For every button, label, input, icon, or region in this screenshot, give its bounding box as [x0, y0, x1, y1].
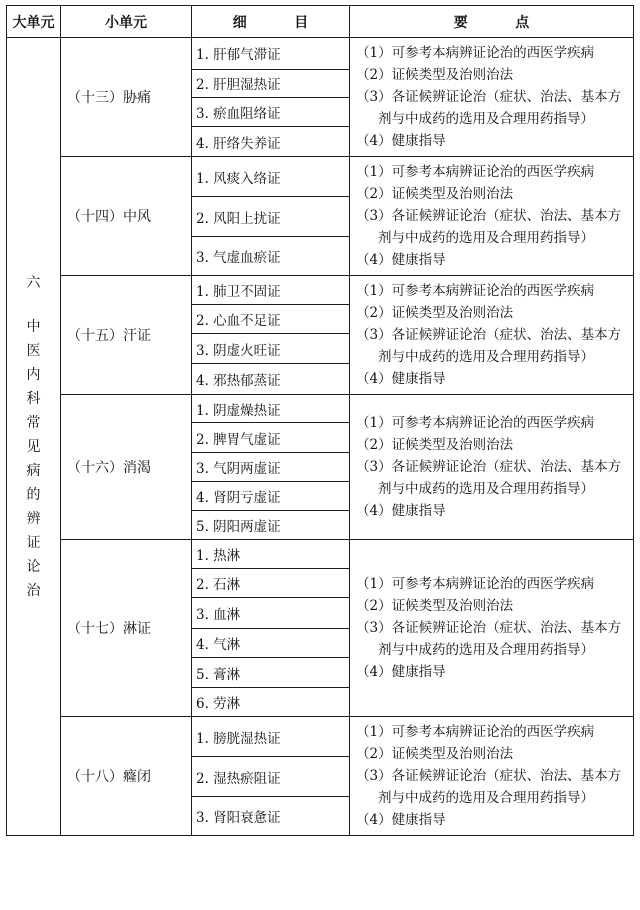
detail-item: 3. 气阴两虚证: [192, 453, 350, 482]
key-point: （3）各证候辨证论治（症状、治法、基本方剂与中成药的选用及合理用药指导）: [356, 768, 622, 806]
key-point: （3）各证候辨证论治（症状、治法、基本方剂与中成药的选用及合理用药指导）: [356, 208, 622, 246]
detail-item: 1. 膀胱湿热证: [192, 717, 350, 757]
exam-outline-table: [6, 5, 634, 836]
key-points-13: [350, 38, 634, 157]
key-points-18: [350, 717, 634, 836]
minor-unit-15: （十五）汗证: [61, 276, 192, 395]
key-points-16: [350, 395, 634, 540]
key-point: （3）各证候辨证论治（症状、治法、基本方剂与中成药的选用及合理用药指导）: [356, 459, 622, 497]
key-points-17: [350, 540, 634, 717]
key-point: （2）证候类型及治则治法: [356, 746, 514, 762]
key-point: （4）健康指导: [356, 252, 446, 268]
key-point: （4）健康指导: [356, 133, 446, 149]
key-point: （4）健康指导: [356, 664, 446, 680]
detail-item: 2. 脾胃气虚证: [192, 423, 350, 453]
key-point: （2）证候类型及治则治法: [356, 437, 514, 453]
detail-item: 3. 气虚血瘀证: [192, 236, 350, 275]
detail-item: 2. 石淋: [192, 569, 350, 598]
key-point: （1）可参考本病辨证论治的西医学疾病: [356, 576, 595, 592]
table-row: [7, 395, 634, 423]
detail-item: 5. 阴阳两虚证: [192, 511, 350, 540]
major-unit-label: [27, 271, 41, 603]
table-row: [7, 157, 634, 197]
major-unit-number: 六: [26, 274, 41, 291]
key-point: （4）健康指导: [356, 812, 446, 828]
table-body: [7, 38, 634, 836]
detail-item: 4. 肾阴亏虚证: [192, 482, 350, 511]
detail-item: 3. 血淋: [192, 598, 350, 629]
table-row: [7, 540, 634, 569]
table-row: [7, 276, 634, 305]
key-point: （2）证候类型及治则治法: [356, 598, 514, 614]
minor-unit-18: （十八）癃闭: [61, 717, 192, 836]
detail-item: 4. 肝络失养证: [192, 127, 350, 157]
detail-item: 1. 肺卫不固证: [192, 276, 350, 305]
major-unit-title: 中医内科常见病的辨证论治: [26, 318, 41, 599]
detail-item: 3. 瘀血阻络证: [192, 97, 350, 126]
minor-unit-14: （十四）中风: [61, 157, 192, 276]
detail-item: 3. 阴虚火旺证: [192, 333, 350, 364]
header-key-points: 要 点: [350, 6, 634, 38]
minor-unit-16: （十六）消渴: [61, 395, 192, 540]
key-point: （4）健康指导: [356, 371, 446, 387]
major-unit-cell: [7, 38, 61, 836]
detail-item: 2. 肝胆湿热证: [192, 69, 350, 97]
key-points-15: [350, 276, 634, 395]
header-minor-unit: 小单元: [61, 6, 192, 38]
minor-unit-13: （十三）胁痛: [61, 38, 192, 157]
key-point: （2）证候类型及治则治法: [356, 186, 514, 202]
header-row: [7, 6, 634, 38]
detail-item: 5. 膏淋: [192, 658, 350, 688]
detail-item: 4. 气淋: [192, 629, 350, 658]
key-point: （1）可参考本病辨证论治的西医学疾病: [356, 724, 595, 740]
detail-item: 4. 邪热郁蒸证: [192, 364, 350, 395]
key-point: （1）可参考本病辨证论治的西医学疾病: [356, 415, 595, 431]
key-point: （3）各证候辨证论治（症状、治法、基本方剂与中成药的选用及合理用药指导）: [356, 89, 622, 127]
minor-unit-17: （十七）淋证: [61, 540, 192, 717]
table-row: [7, 38, 634, 70]
table-row: [7, 717, 634, 757]
key-points-14: [350, 157, 634, 276]
detail-item: 2. 心血不足证: [192, 305, 350, 333]
key-point: （3）各证候辨证论治（症状、治法、基本方剂与中成药的选用及合理用药指导）: [356, 327, 622, 365]
header-major-unit: 大单元: [7, 6, 61, 38]
detail-item: 1. 肝郁气滞证: [192, 38, 350, 70]
key-point: （1）可参考本病辨证论治的西医学疾病: [356, 164, 595, 180]
detail-item: 1. 阴虚燥热证: [192, 395, 350, 423]
detail-item: 6. 劳淋: [192, 688, 350, 717]
header-detail: 细 目: [192, 6, 350, 38]
detail-item: 1. 热淋: [192, 540, 350, 569]
key-point: （2）证候类型及治则治法: [356, 305, 514, 321]
detail-item: 1. 风痰入络证: [192, 157, 350, 197]
detail-item: 3. 肾阳衰惫证: [192, 797, 350, 836]
detail-item: 2. 湿热瘀阻证: [192, 757, 350, 797]
key-point: （2）证候类型及治则治法: [356, 67, 514, 83]
key-point: （4）健康指导: [356, 503, 446, 519]
key-point: （1）可参考本病辨证论治的西医学疾病: [356, 283, 595, 299]
detail-item: 2. 风阳上扰证: [192, 197, 350, 236]
key-point: （1）可参考本病辨证论治的西医学疾病: [356, 45, 595, 61]
key-point: （3）各证候辨证论治（症状、治法、基本方剂与中成药的选用及合理用药指导）: [356, 620, 622, 658]
